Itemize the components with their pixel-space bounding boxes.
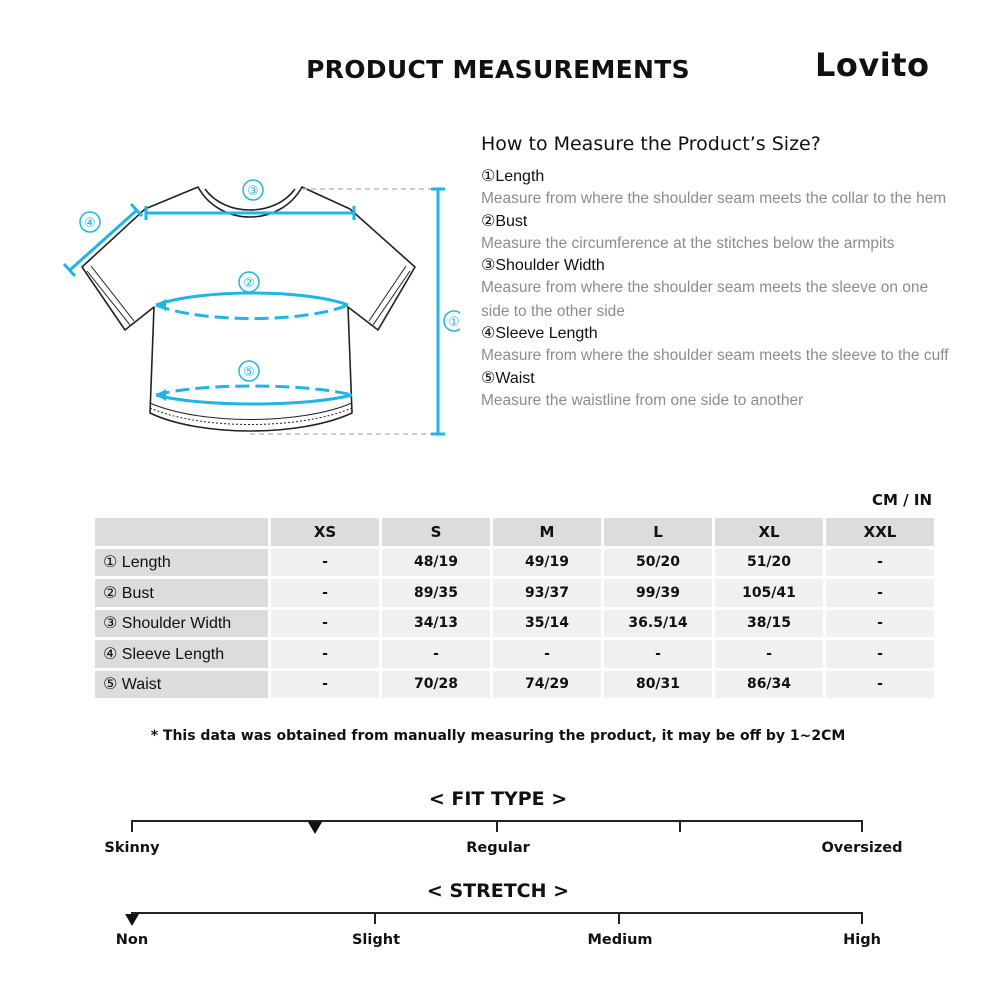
table-row [95, 640, 934, 668]
table-cell: - [493, 640, 601, 668]
stretch-tick [861, 912, 863, 924]
table-cell: - [271, 579, 379, 607]
row-label: ⑤ Waist [95, 671, 268, 699]
table-cell: 105/41 [715, 579, 823, 607]
marker-bust: ② [243, 276, 255, 291]
table-cell: 74/29 [493, 671, 601, 699]
table-cell: - [382, 640, 490, 668]
units-label: CM / IN [872, 491, 932, 509]
stretch-tick [374, 912, 376, 924]
table-cell: 93/37 [493, 579, 601, 607]
table-cell: 34/13 [382, 610, 490, 638]
fit-label-regular: Regular [466, 840, 530, 856]
marker-shoulder-width: ③ [247, 184, 259, 199]
tshirt-measurement-diagram [60, 175, 460, 450]
table-cell: 89/35 [382, 579, 490, 607]
measure-name-sleeve: ④Sleeve Length [481, 325, 598, 342]
fit-label-skinny: Skinny [104, 840, 160, 856]
marker-waist: ⑤ [243, 365, 255, 380]
measure-desc-waist: Measure the waistline from one side to another [481, 391, 804, 409]
table-cell: - [271, 549, 379, 577]
waist-line [156, 386, 352, 395]
tshirt-outline [82, 187, 415, 431]
table-cell: 99/39 [604, 579, 712, 607]
table-row [95, 549, 934, 577]
table-cell: - [826, 610, 934, 638]
table-cell: - [826, 640, 934, 668]
stretch-pointer-icon [125, 914, 139, 926]
marker-length: ① [448, 315, 460, 330]
fit-type-tick [861, 820, 863, 832]
table-cell: - [271, 640, 379, 668]
column-header: S [382, 518, 490, 546]
how-to-measure-section [481, 133, 951, 412]
column-header: XXL [826, 518, 934, 546]
stretch-label-high: High [843, 932, 881, 948]
stretch-title: < STRETCH > [426, 880, 570, 902]
fit-label-oversized: Oversized [821, 840, 903, 856]
row-label: ③ Shoulder Width [95, 610, 268, 638]
stretch-label-non: Non [115, 932, 149, 948]
page-title: PRODUCT MEASUREMENTS [306, 55, 690, 84]
table-cell: - [826, 579, 934, 607]
table-cell: - [604, 640, 712, 668]
table-cell: - [271, 671, 379, 699]
measure-desc-length: Measure from where the shoulder seam meets the collar to the hem [481, 190, 947, 207]
column-header: M [493, 518, 601, 546]
fit-type-pointer-icon [308, 822, 322, 834]
table-cell: 35/14 [493, 610, 601, 638]
table-cell: - [271, 610, 379, 638]
table-cell: 70/28 [382, 671, 490, 699]
fit-type-tick [679, 820, 681, 832]
column-header: XL [715, 518, 823, 546]
stretch-tick [618, 912, 620, 924]
measure-name-bust: ②Bust [481, 212, 528, 230]
table-cell: - [826, 671, 934, 699]
fit-type-tick [131, 820, 133, 832]
measure-desc-sleeve: Measure from where the shoulder seam meets the sleeve to the cuff [481, 347, 949, 364]
table-cell: 38/15 [715, 610, 823, 638]
table-row [95, 579, 934, 607]
measure-name-shoulder: ③Shoulder Width [481, 257, 605, 274]
stretch-track [132, 912, 863, 914]
table-cell: 50/20 [604, 549, 712, 577]
table-cell: - [715, 640, 823, 668]
table-cell: 51/20 [715, 549, 823, 577]
how-to-measure-title: How to Measure the Product’s Size? [481, 133, 821, 155]
measure-name-length: ①Length [481, 168, 545, 185]
table-cell: - [826, 549, 934, 577]
table-cell: 48/19 [382, 549, 490, 577]
measure-desc-shoulder: Measure from where the shoulder seam meets the sleeve on one side to the other side [481, 279, 929, 320]
table-cell: 86/34 [715, 671, 823, 699]
row-label: ② Bust [95, 579, 268, 607]
size-table [92, 515, 937, 701]
measure-desc-bust: Measure the circumference at the stitches below the armpits [481, 234, 895, 252]
table-cell: 36.5/14 [604, 610, 712, 638]
measure-name-waist: ⑤Waist [481, 369, 535, 387]
row-label: ① Length [95, 549, 268, 577]
table-row [95, 610, 934, 638]
fit-type-tick [496, 820, 498, 832]
bust-line [156, 305, 348, 319]
measurement-note: * This data was obtained from manually measuring the product, it may be off by 1~2CM [150, 728, 846, 744]
row-label: ④ Sleeve Length [95, 640, 268, 668]
table-cell: 49/19 [493, 549, 601, 577]
table-header-row [95, 518, 934, 546]
fit-type-title: < FIT TYPE > [428, 788, 568, 810]
table-row [95, 671, 934, 699]
table-corner-cell [95, 518, 268, 546]
brand-logo: Lovito [815, 46, 930, 84]
stretch-label-medium: Medium [587, 932, 653, 948]
table-cell: 80/31 [604, 671, 712, 699]
marker-sleeve-length: ④ [84, 216, 96, 231]
stretch-label-slight: Slight [351, 932, 401, 948]
column-header: L [604, 518, 712, 546]
column-header: XS [271, 518, 379, 546]
